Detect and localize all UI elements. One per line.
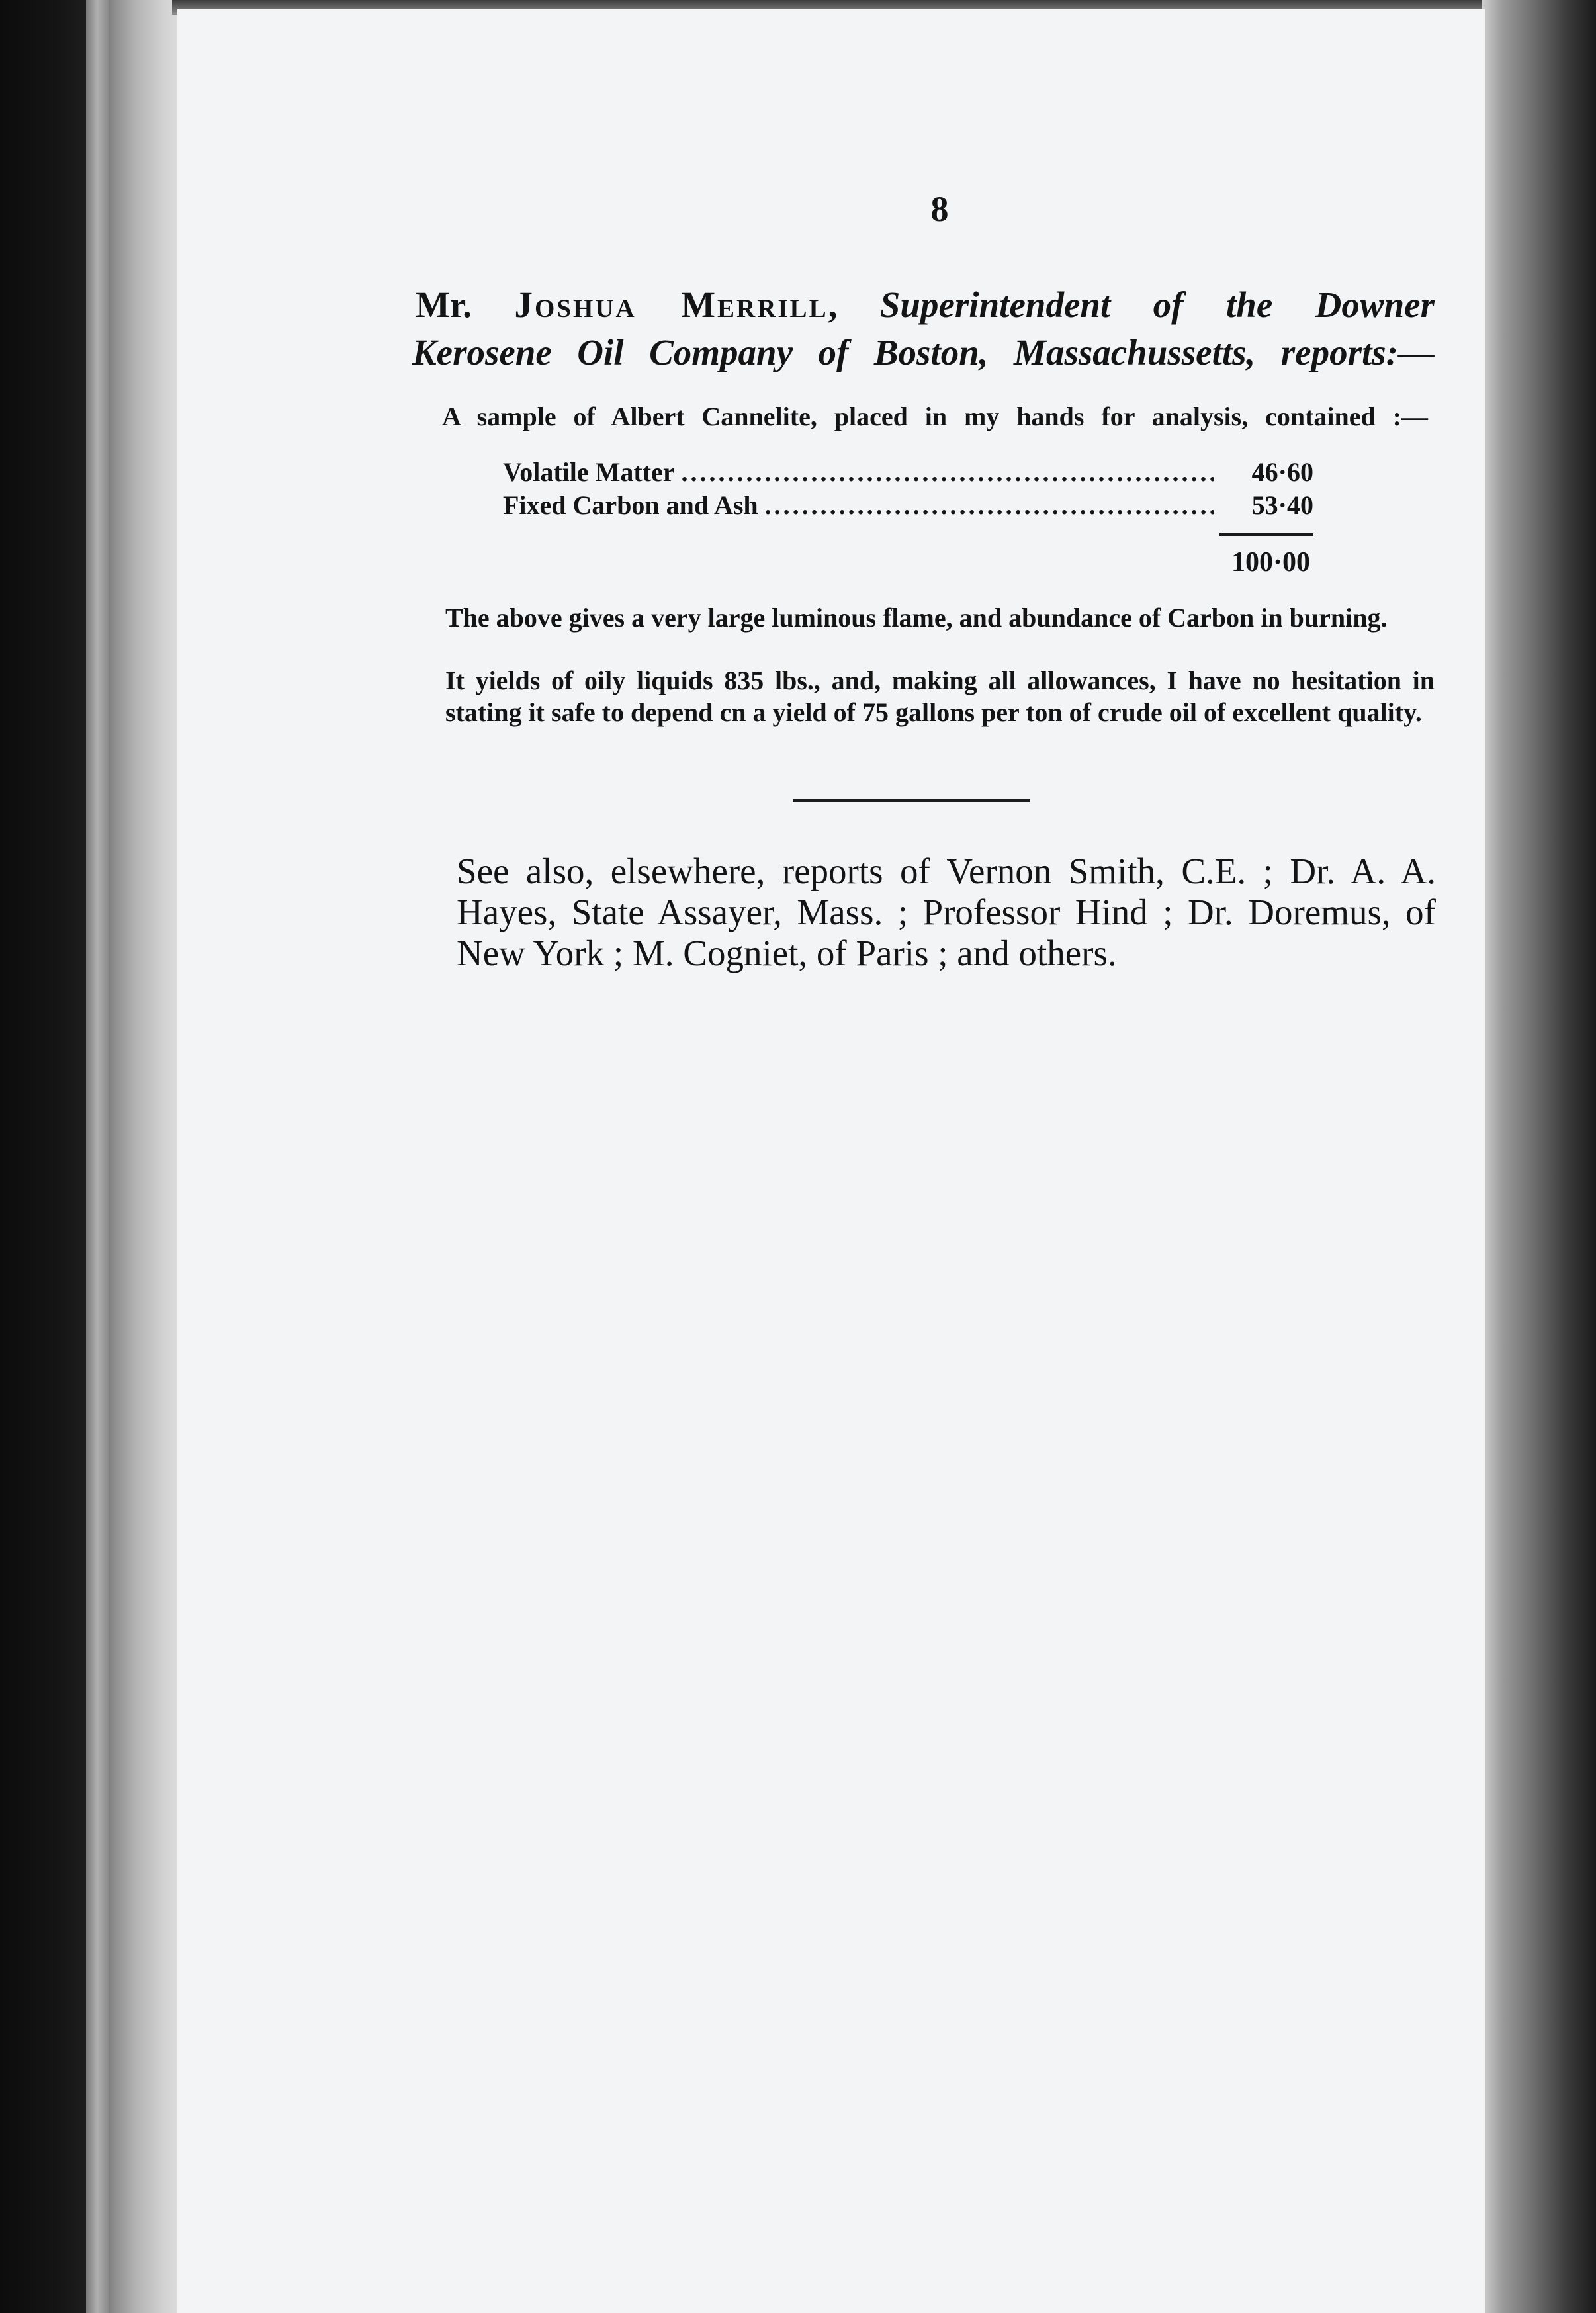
sum-rule [1219, 533, 1313, 536]
paragraph-flame [416, 602, 1435, 634]
page-number: 8 [930, 189, 949, 229]
analysis-total: 100·00 [1231, 547, 1310, 578]
report-heading [412, 281, 1435, 376]
heading-title-part2: Kerosene Oil Company of Boston, Massachussetts, reports:— [412, 332, 1435, 372]
scan-edge-left [0, 0, 99, 2313]
binding-strip [86, 0, 109, 2313]
scan-edge-right [1482, 0, 1596, 2313]
analysis-row [503, 490, 1313, 524]
paragraph-yield [416, 665, 1435, 728]
see-also-text: See also, elsewhere, reports of Vernon Smith, C.E. ; Dr. A. A. Hayes, State Assayer, Mass. ; Professor Hind ; Dr. Doremus, of New York ; M. Cogniet, of Paris ; and others. [457, 851, 1436, 973]
analysis-label: Fixed Carbon and Ash [503, 490, 758, 520]
heading-name: Joshua Merrill [514, 284, 828, 325]
analysis-row [503, 457, 1313, 491]
analysis-label: Volatile Matter [503, 457, 675, 487]
analysis-intro: A sample of Albert Cannelite, placed in my hands for analysis, contained :— [442, 402, 1428, 431]
dot-leader [765, 490, 1214, 521]
heading-prefix: Mr. [416, 284, 515, 325]
heading-comma: , [828, 284, 838, 325]
section-divider [793, 799, 1030, 802]
dot-leader [682, 457, 1214, 488]
see-also-paragraph [417, 851, 1436, 974]
heading-line-1 [416, 281, 1435, 329]
paragraph-text: It yields of oily liquids 835 lbs., and, making all allowances, I have no hesitation in stating it safe to depend cn a yield of 75 gallons per ton of crude oil of excellent quality. [445, 666, 1435, 727]
analysis-value: 46·60 [1251, 457, 1313, 487]
heading-title-part1: Superintendent of the Downer [837, 284, 1435, 325]
paragraph-text: The above gives a very large luminous flame, and abundance of Carbon in burning. [445, 603, 1388, 633]
analysis-value: 53·40 [1251, 490, 1313, 520]
